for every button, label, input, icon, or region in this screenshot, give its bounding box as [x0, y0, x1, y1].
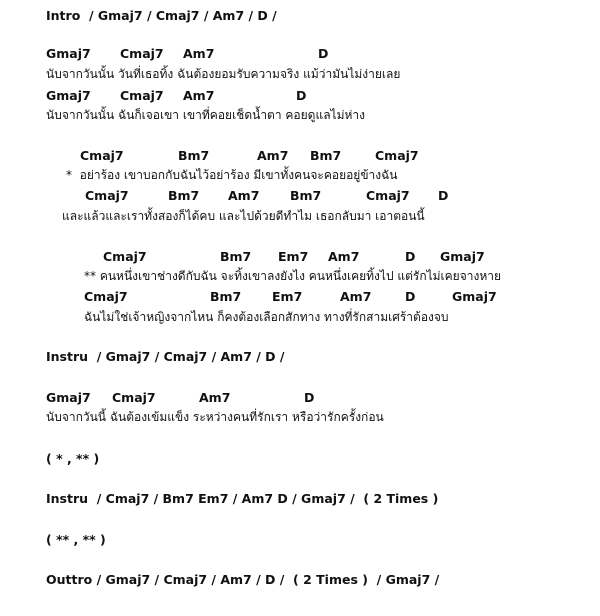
chord: D: [304, 390, 315, 405]
chord: Gmaj7: [46, 390, 91, 405]
chord: Gmaj7: [46, 46, 91, 61]
chord: Am7: [340, 289, 372, 304]
chord: Cmaj7: [84, 289, 128, 304]
intro-line: Intro / Gmaj7 / Cmaj7 / Am7 / D /: [46, 8, 277, 23]
chord: D: [405, 249, 416, 264]
chord: Cmaj7: [85, 188, 129, 203]
chord: Bm7: [310, 148, 342, 163]
chord: Gmaj7: [440, 249, 485, 264]
chord: Gmaj7: [46, 88, 91, 103]
chord: Bm7: [290, 188, 322, 203]
chord: Am7: [199, 390, 231, 405]
chord: D: [438, 188, 449, 203]
lyric-line: และแล้วและเราทั้งสองก็ได้คบ และไปด้วยดีทำไม เธอกลับมา เอาตอนนี้: [62, 209, 425, 223]
chord: Cmaj7: [80, 148, 124, 163]
chord: Em7: [272, 289, 303, 304]
lyric-line: * อย่าร้อง เขาบอกกับฉันไว้อย่าร้อง มีเขาทั้งคนจะคอยอยู่ข้างฉัน: [66, 168, 398, 182]
lyric-line: นับจากวันนี้ ฉันต้องเข้มแข็ง ระหว่างคนที่รักเรา หรือว่ารักครั้งก่อน: [46, 410, 384, 424]
chord: Am7: [257, 148, 289, 163]
chord: Am7: [228, 188, 260, 203]
instru-line: Instru / Gmaj7 / Cmaj7 / Am7 / D /: [46, 349, 285, 364]
chord: Cmaj7: [103, 249, 147, 264]
chord: D: [296, 88, 307, 103]
chord: Cmaj7: [120, 46, 164, 61]
instru-line: Instru / Cmaj7 / Bm7 Em7 / Am7 D / Gmaj7 / ( 2 Times ): [46, 491, 439, 506]
lyric-line: ** คนหนึ่งเขาช่างดีกับฉัน จะทิ้งเขาลงยังไง คนหนึ่งเคยทิ้งไป แต่รักไม่เคยจางหาย: [84, 269, 502, 283]
repeat-marker: ( * , ** ): [46, 451, 100, 466]
repeat-marker: ( ** , ** ): [46, 532, 106, 547]
chord: Am7: [183, 88, 215, 103]
chord: Em7: [278, 249, 309, 264]
lyric-line: นับจากวันนั้น ฉันก็เจอเขา เขาที่คอยเช็ดน้ำตา คอยดูแลไม่ห่าง: [46, 108, 366, 122]
outro-line: Outtro / Gmaj7 / Cmaj7 / Am7 / D / ( 2 Times ) / Gmaj7 /: [46, 572, 440, 587]
chord: Bm7: [220, 249, 252, 264]
chord: Cmaj7: [112, 390, 156, 405]
chord: Cmaj7: [375, 148, 419, 163]
chord: Cmaj7: [120, 88, 164, 103]
lyric-line: นับจากวันนั้น วันที่เธอทิ้ง ฉันต้องยอมรับความจริง แม้ว่ามันไม่ง่ายเลย: [46, 67, 401, 81]
chord: Gmaj7: [452, 289, 497, 304]
chord: Cmaj7: [366, 188, 410, 203]
chord: Bm7: [178, 148, 210, 163]
chord: D: [405, 289, 416, 304]
chord: D: [318, 46, 329, 61]
chord: Bm7: [168, 188, 200, 203]
chord: Bm7: [210, 289, 242, 304]
chord: Am7: [328, 249, 360, 264]
chord: Am7: [183, 46, 215, 61]
lyric-line: ฉันไม่ใช่เจ้าหญิงจากไหน ก็คงต้องเลือกสักทาง ทางที่รักสามเศร้าต้องจบ: [84, 310, 449, 324]
